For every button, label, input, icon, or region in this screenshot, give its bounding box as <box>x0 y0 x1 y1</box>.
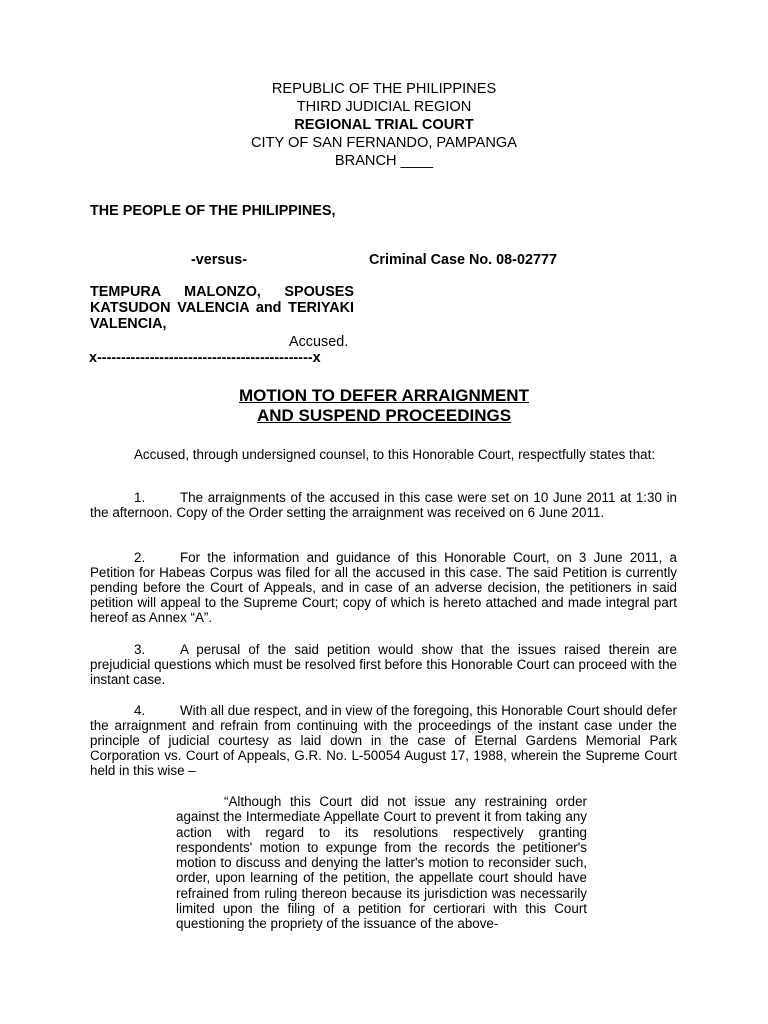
paragraph-1-number: 1. <box>134 490 146 505</box>
paragraph-1 <box>90 490 677 520</box>
header-branch: BRANCH ____ <box>334 153 434 169</box>
paragraph-3-text: A perusal of the said petition would show that the issues raised therein are prejudicial questions which must be resolved first before this Honorable Court can proceed with the instant case. <box>90 642 677 687</box>
paragraph-2-text: For the information and guidance of this Honorable Court, on 3 June 2011, a Petition for Habeas Corpus was filed for all the accused in this case. The said Petition is currently pending before the Court of Appeals, and in case of an adverse decision, the petitioners in said petition will appeal to the Supreme Court; copy of which is hereto attached and made integral part hereof as Annex “A”. <box>90 550 677 625</box>
caption-plaintiff: THE PEOPLE OF THE PHILIPPINES, <box>90 203 336 219</box>
caption-accused-names: TEMPURA MALONZO, SPOUSES KATSUDON VALENCIA and TERIYAKI VALENCIA, <box>90 284 354 332</box>
header-republic: REPUBLIC OF THE PHILIPPINES <box>271 81 497 97</box>
paragraph-4 <box>90 703 677 778</box>
paragraph-3 <box>90 642 677 687</box>
case-number: Criminal Case No. 08-02777 <box>369 252 557 268</box>
paragraph-4-number: 4. <box>134 703 146 718</box>
caption-divider: x---------------------------------------------x <box>89 350 321 366</box>
paragraph-4-text: With all due respect, and in view of the foregoing, this Honorable Court should defer the arraignment and refrain from continuing with the proceedings of the instant case under the principle of judicial courtesy as laid down in the case of Eternal Gardens Memorial Park Corporation vs. Court of Appeals, G.R. No. L-50054 August 17, 1988, wherein the Supreme Court held in this wise – <box>90 703 677 778</box>
header-city: CITY OF SAN FERNANDO, PAMPANGA <box>251 135 517 151</box>
motion-title <box>0 386 768 426</box>
header-court: REGIONAL TRIAL COURT <box>294 117 474 133</box>
motion-title-line1: MOTION TO DEFER ARRAIGNMENT <box>239 386 529 405</box>
paragraph-2-number: 2. <box>134 550 146 565</box>
intro-paragraph: Accused, through undersigned counsel, to this Honorable Court, respectfully states that: <box>134 447 656 462</box>
motion-title-line2: AND SUSPEND PROCEEDINGS <box>256 406 512 425</box>
header-region: THIRD JUDICIAL REGION <box>296 99 472 115</box>
caption-accused-label: Accused. <box>289 334 349 350</box>
paragraph-1-text: The arraignments of the accused in this case were set on 10 June 2011 at 1:30 in the afternoon. Copy of the Order setting the arraignment was received on 6 June 2011. <box>90 490 677 520</box>
paragraph-2 <box>90 550 677 625</box>
court-header <box>0 80 768 170</box>
block-quote: “Although this Court did not issue any restraining order against the Intermediate Appellate Court to prevent it from taking any action with regard to its resolutions respectively granting respondents' motion to expunge from the records the petitioner's motion to discuss and denying the latter's motion to reconsider such, order, upon learning of the petition, the appellate court should have refrained from ruling thereon because its jurisdiction was necessarily limited upon the filing of a petition for certiorari with this Court questioning the propriety of the issuance of the above- <box>176 794 587 932</box>
paragraph-3-number: 3. <box>134 642 146 657</box>
caption-versus: -versus- <box>191 252 247 268</box>
